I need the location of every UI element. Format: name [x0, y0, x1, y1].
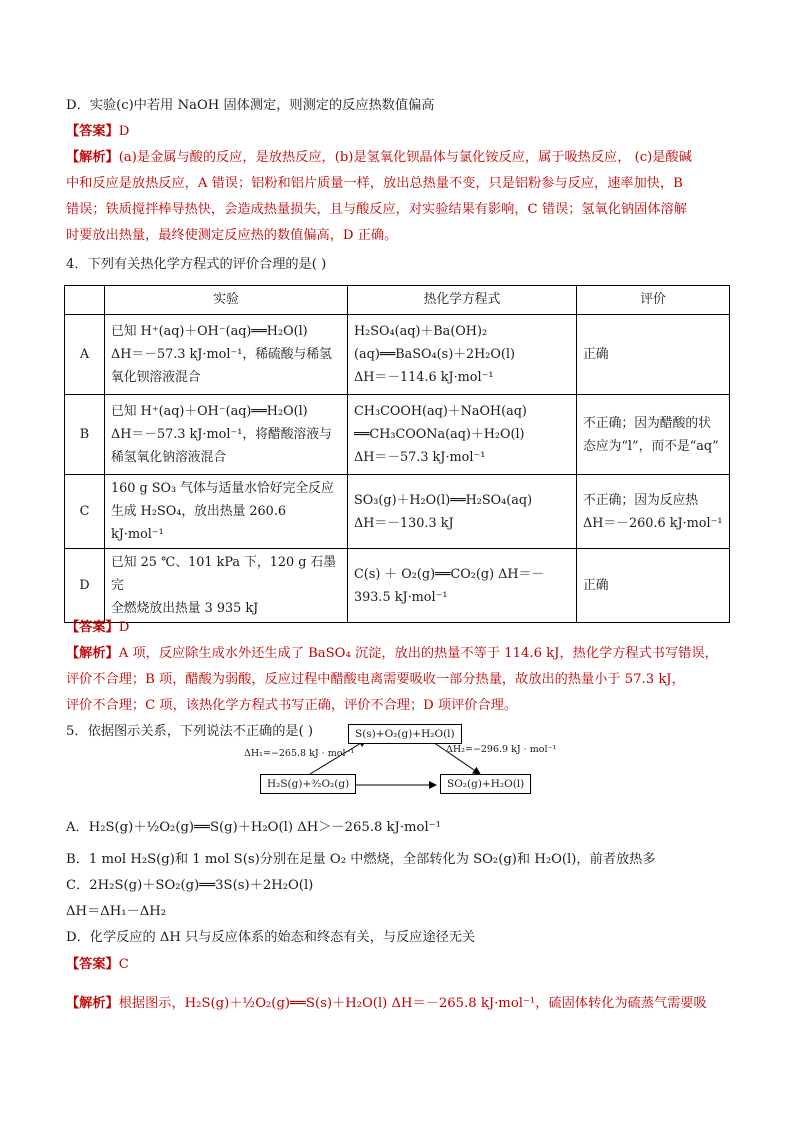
- row-experiment: 160 g SO₃ 气体与适量水恰好完全反应 生成 H₂SO₄，放出热量 260.6 kJ·mol⁻¹: [105, 475, 348, 549]
- dh1-label: ΔH₁=−265.8 kJ · mol⁻¹: [244, 748, 355, 759]
- row-experiment: 已知 H⁺(aq)＋OH⁻(aq)══H₂O(l) ΔH＝－57.3 kJ·mol⁻¹，稀硫酸与稀氢 氧化钡溶液混合: [105, 315, 348, 395]
- q5-option-c: C．2H₂S(g)＋SO₂(g)══3S(s)＋2H₂O(l): [66, 878, 314, 893]
- q4-answer: [66, 618, 129, 638]
- q3-analysis-line-2: 中和反应是放热反应，A 错误；铝粉和铝片质量一样，放出总热量不变，只是铝粉参与反应，速率加快，B: [66, 176, 683, 191]
- answer-tag: 【答案】: [66, 957, 119, 972]
- table-row: [65, 475, 730, 549]
- row-experiment: 已知 H⁺(aq)＋OH⁻(aq)══H₂O(l) ΔH＝－57.3 kJ·mol⁻¹，将醋酸溶液与 稀氢氧化钠溶液混合: [105, 395, 348, 475]
- q5-option-b: B．1 mol H₂S(g)和 1 mol S(s)分别在足量 O₂ 中燃烧，全部转化为 SO₂(g)和 H₂O(l)，前者放热多: [66, 852, 656, 867]
- q5-option-d: D．化学反应的 ΔH 只与反应体系的始态和终态有关，与反应途径无关: [66, 930, 476, 945]
- q3-option-d: D．实验(c)中若用 NaOH 固体测定，则测定的反应热数值偏高: [66, 98, 435, 113]
- q3-analysis-line-1: 【解析】(a)是金属与酸的反应，是放热反应，(b)是氢氧化钡晶体与氯化铵反应，属于吸热反应， (c)是酸碱: [66, 150, 692, 165]
- q5-answer: [66, 955, 129, 975]
- q5-option-a: A．H₂S(g)＋½O₂(g)══S(g)＋H₂O(l) ΔH＞－265.8 kJ·mol⁻¹: [66, 820, 441, 835]
- analysis-tag: 【解析】: [66, 646, 119, 661]
- row-label: C: [65, 475, 105, 549]
- analysis-tag: 【解析】: [66, 150, 119, 165]
- analysis-tag: 【解析】: [66, 996, 119, 1011]
- q4-analysis-line-1: 【解析】A 项，反应除生成水外还生成了 BaSO₄ 沉淀，放出的热量不等于 114.6 kJ，热化学方程式书写错误，: [66, 646, 718, 661]
- q4-analysis-line-3: 评价不合理；C 项，该热化学方程式书写正确，评价不合理；D 项评价合理。: [66, 698, 518, 713]
- row-equation: C(s) ＋ O₂(g)══CO₂(g) ΔH＝－ 393.5 kJ·mol⁻¹: [348, 549, 577, 623]
- header-evaluation: 评价: [577, 286, 730, 315]
- answer-value: D: [118, 124, 130, 139]
- left-box: H₂S(g)+³⁄₂O₂(g): [260, 774, 356, 794]
- right-box: SO₂(g)+H₂O(l): [440, 774, 531, 794]
- answer-tag: 【答案】: [66, 124, 119, 139]
- q3-answer: [66, 122, 129, 142]
- q3-analysis-line-3: 错误；铁质搅拌棒导热快，会造成热量损失，且与酸反应，对实验结果有影响，C 错误；氢氧化钠固体溶解: [66, 202, 687, 217]
- row-label: A: [65, 315, 105, 395]
- header-experiment: 实验: [105, 286, 348, 315]
- header-equation: 热化学方程式: [348, 286, 577, 315]
- table-row: [65, 395, 730, 475]
- table-row: [65, 549, 730, 623]
- dh2-label: ΔH₂=−296.9 kJ · mol⁻¹: [446, 744, 557, 755]
- table-header-row: [65, 286, 730, 315]
- row-evaluation: 不正确；因为反应热 ΔH＝－260.6 kJ·mol⁻¹: [577, 475, 730, 549]
- q4-table: [64, 285, 730, 623]
- q4-stem: 4．下列有关热化学方程式的评价合理的是( ): [66, 257, 327, 272]
- answer-value: D: [118, 620, 130, 635]
- row-evaluation: 不正确；因为醋酸的状 态应为“l”，而不是“aq”: [577, 395, 730, 475]
- q5-analysis-line-1: 【解析】根据图示，H₂S(g)＋½O₂(g)══S(s)＋H₂O(l) ΔH＝－265.8 kJ·mol⁻¹，硫固体转化为硫蒸气需要吸: [66, 996, 707, 1011]
- q5-option-c-formula: ΔH＝ΔH₁－ΔH₂: [66, 904, 167, 919]
- answer-value: C: [118, 957, 129, 972]
- q4-analysis-line-2: 评价不合理；B 项，醋酸为弱酸，反应过程中醋酸电离需要吸收一部分热量，故放出的热量小于 57.3 kJ，: [66, 672, 685, 687]
- answer-tag: 【答案】: [66, 620, 119, 635]
- row-evaluation: 正确: [577, 315, 730, 395]
- q5-stem: 5．依据图示关系，下列说法不正确的是( ): [66, 724, 314, 739]
- row-label: D: [65, 549, 105, 623]
- table-row: [65, 315, 730, 395]
- top-box: S(s)+O₂(g)+H₂O(l): [348, 724, 462, 744]
- row-experiment: 已知 25 ℃、101 kPa 下，120 g 石墨完 全燃烧放出热量 3 935 kJ: [105, 549, 348, 623]
- q3-analysis-line-4: 时要放出热量，最终使测定反应热的数值偏高，D 正确。: [66, 228, 398, 243]
- row-equation: H₂SO₄(aq)＋Ba(OH)₂ (aq)══BaSO₄(s)＋2H₂O(l) ΔH＝－114.6 kJ·mol⁻¹: [348, 315, 577, 395]
- row-equation: SO₃(g)＋H₂O(l)══H₂SO₄(aq) ΔH＝－130.3 kJ: [348, 475, 577, 549]
- row-label: B: [65, 395, 105, 475]
- energy-cycle-diagram: [240, 718, 570, 808]
- row-evaluation: 正确: [577, 549, 730, 623]
- header-blank: [65, 286, 105, 315]
- row-equation: CH₃COOH(aq)＋NaOH(aq) ══CH₃COONa(aq)＋H₂O(l) ΔH＝－57.3 kJ·mol⁻¹: [348, 395, 577, 475]
